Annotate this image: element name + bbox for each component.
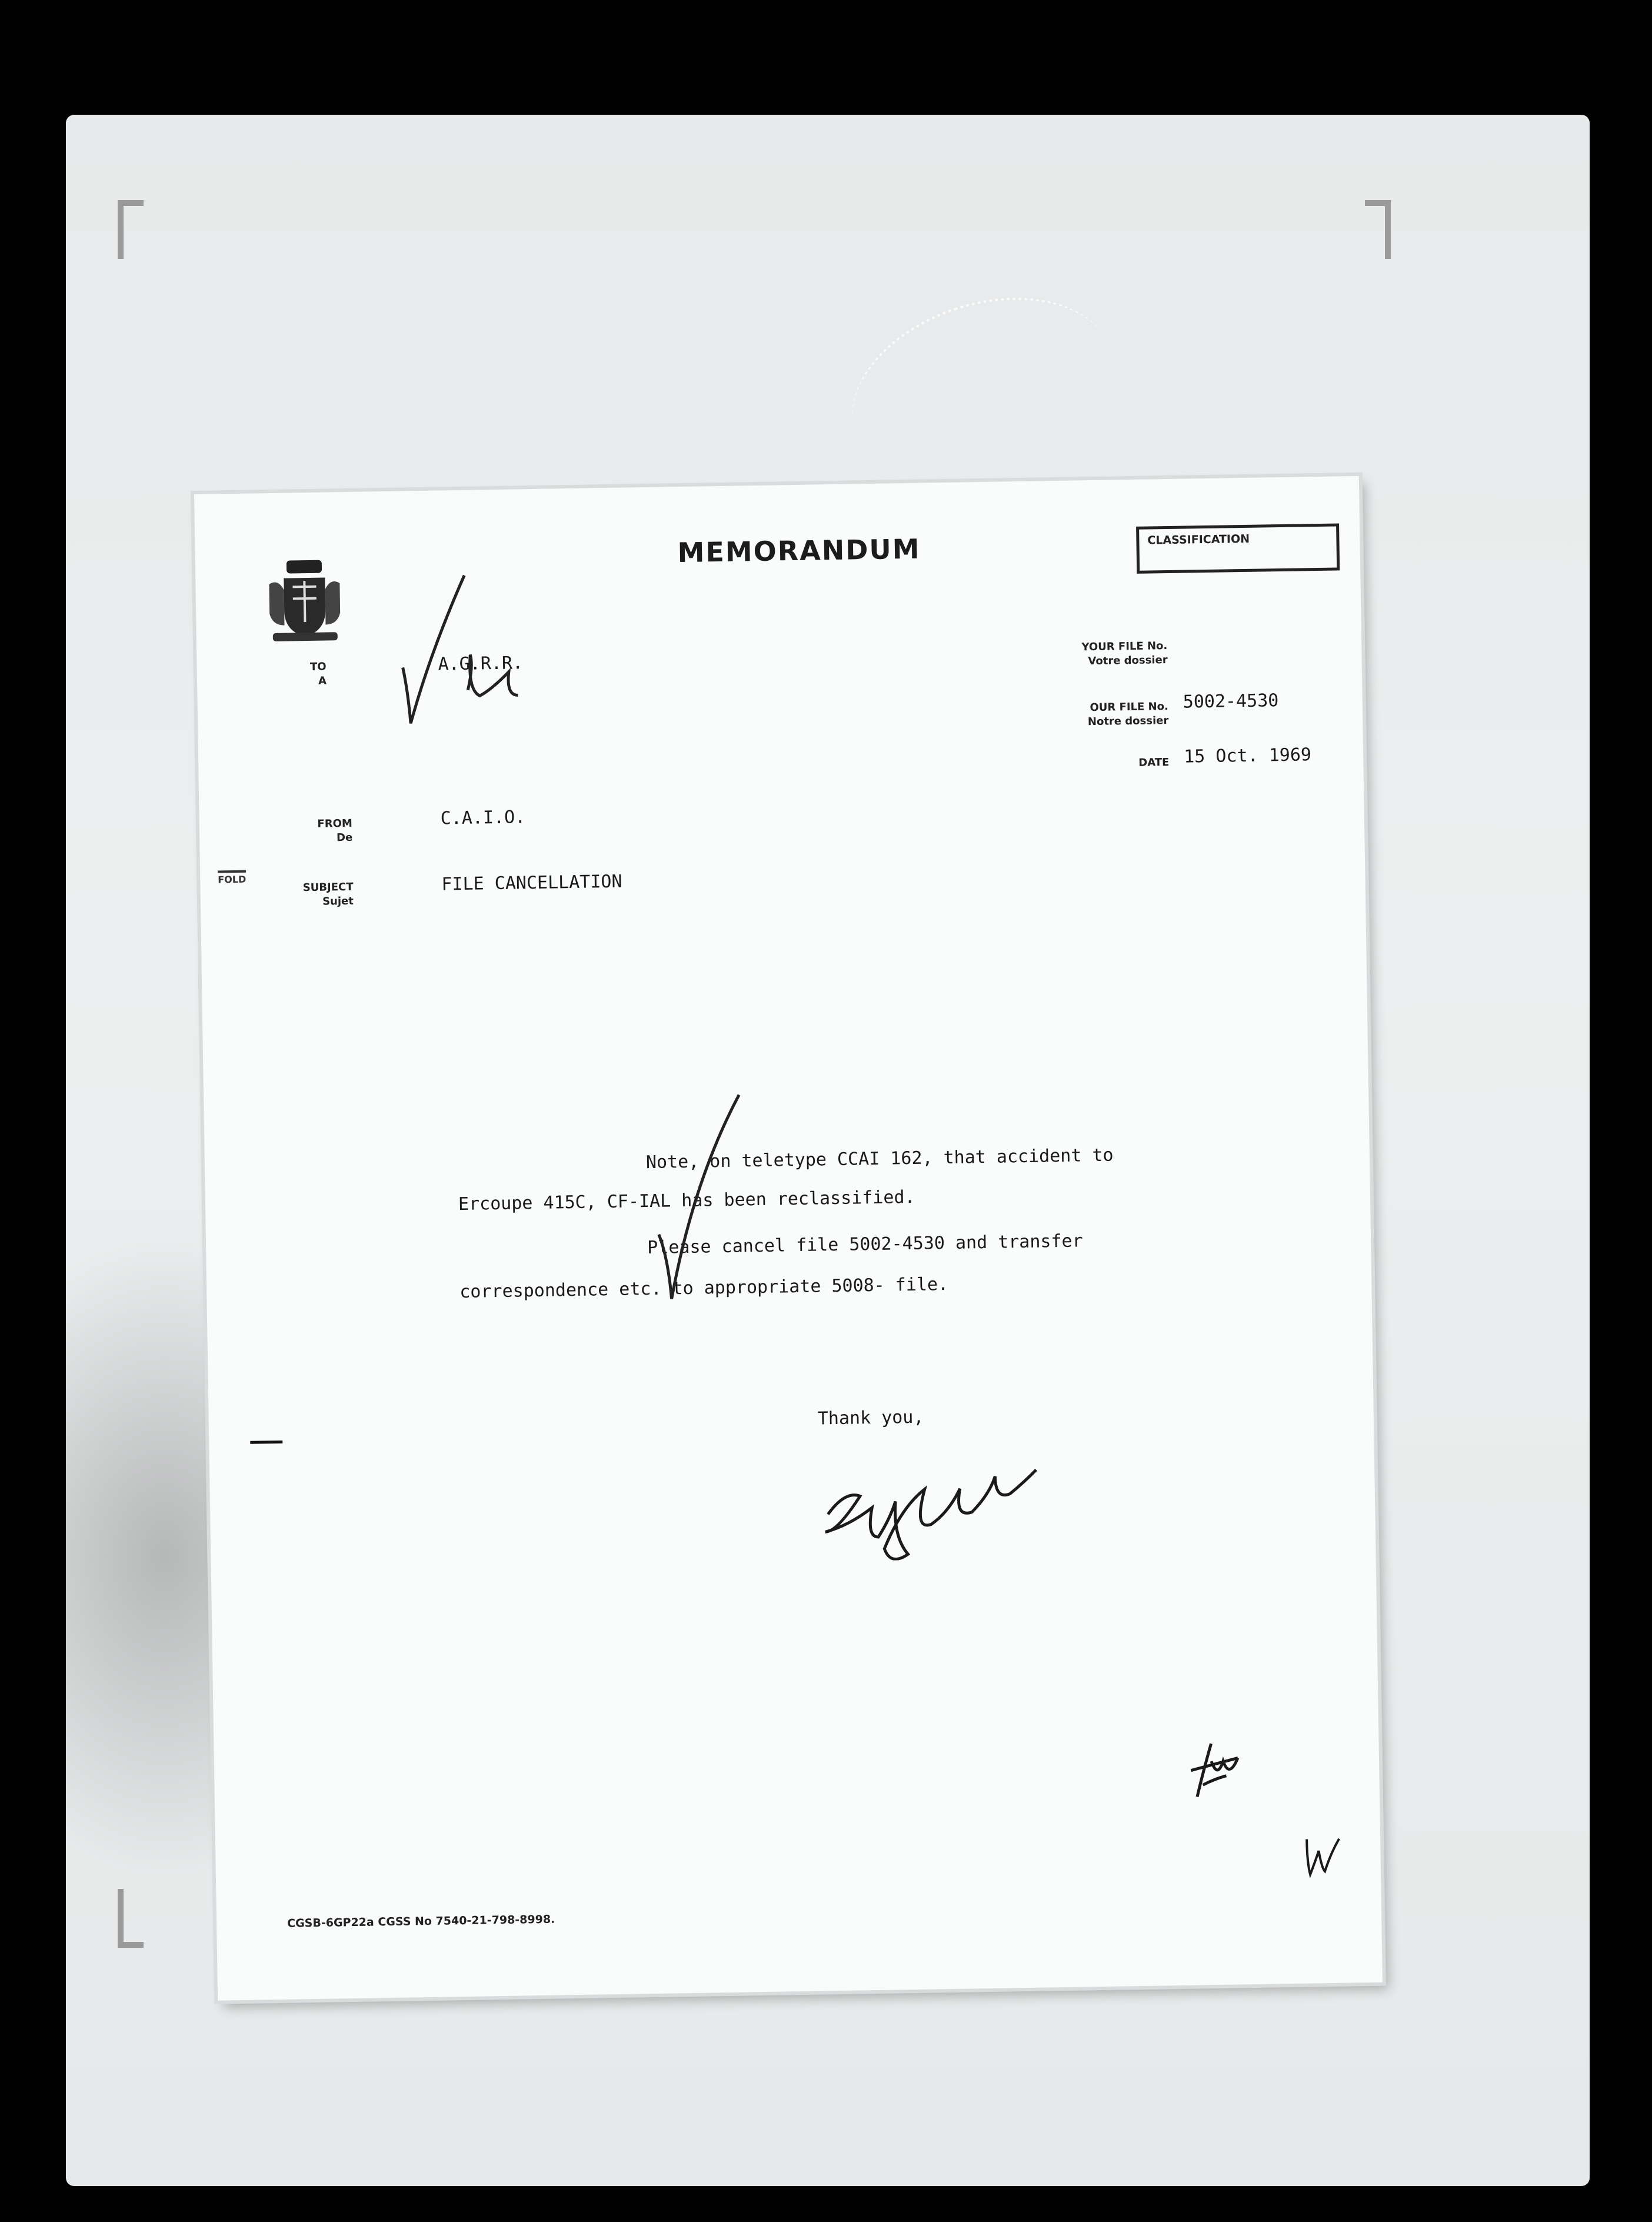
form-number: CGSB-6GP22a CGSS No 7540-21-798-8998.: [287, 1912, 555, 1930]
from-value: C.A.I.O.: [440, 807, 526, 829]
date-value: 15 Oct. 1969: [1183, 744, 1312, 767]
margin-dash: [250, 1441, 282, 1444]
your-file-label: YOUR FILE No. Votre dossier: [1081, 640, 1168, 668]
our-file-label: OUR FILE No. Notre dossier: [1087, 700, 1169, 729]
handwritten-check-mark: [651, 1092, 748, 1305]
body-line: correspondence etc. to appropriate 5008- file.: [459, 1274, 949, 1303]
handwritten-signature: [815, 1458, 1064, 1562]
memo-title: MEMORANDUM: [677, 533, 921, 569]
body-line: Ercoupe 415C, CF-IAL has been reclassified.: [458, 1186, 915, 1215]
subject-value: FILE CANCELLATION: [441, 871, 622, 895]
crop-mark-top-left: [118, 200, 144, 259]
closing-text: Thank you,: [817, 1406, 924, 1429]
our-file-value: 5002-4530: [1183, 690, 1279, 713]
memo-sheet: [194, 476, 1383, 2001]
crop-mark-bottom-left: [118, 1889, 144, 1948]
to-value: A.G.R.R.: [438, 653, 524, 675]
subject-label: SUBJECT Sujet: [302, 880, 354, 908]
body-line: Please cancel file 5002-4530 and transfer: [647, 1230, 1083, 1259]
date-label: DATE: [1138, 756, 1170, 769]
to-label: TO A: [309, 660, 327, 687]
fold-mark: FOLD: [218, 870, 246, 886]
body-line: Note, on teletype CCAI 162, that accident to: [645, 1145, 1114, 1173]
handwritten-initials: [1298, 1833, 1345, 1881]
handwritten-check-mark: [395, 566, 539, 733]
crop-mark-top-right: [1365, 200, 1391, 259]
handwritten-initials: [1184, 1737, 1250, 1803]
coat-of-arms-icon: [266, 557, 344, 646]
from-label: FROM De: [317, 817, 353, 844]
classification-box: CLASSIFICATION: [1136, 523, 1340, 573]
